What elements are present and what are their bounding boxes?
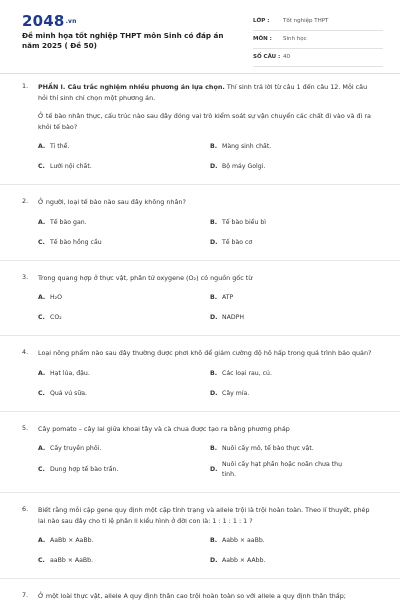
meta-key: MÔN : [253,36,272,42]
question-divider [0,260,400,261]
question-divider [0,492,400,493]
option-letter: D. [210,163,218,170]
option-letter: A. [38,143,46,150]
option-text: Ti thể. [50,143,70,150]
option-text: Cây mía. [222,389,250,397]
meta-row-class [253,16,383,31]
option-text: Aabb × aaBb. [222,537,265,544]
meta-key: LỚP : [253,18,270,24]
option-text: Cấy truyền phôi. [50,445,102,452]
question-number: 2. [22,197,29,205]
question-number: 6. [22,505,29,513]
option-text: Tế bào gan. [50,218,87,226]
option-text: NADPH [222,314,245,321]
option-text: Hạt lúa, đậu. [50,369,90,377]
option-letter: A. [38,445,46,452]
question-text: Ở một loài thực vật, allele A quy định thân cao trội hoàn toàn so với allele a quy định thân thấp; [38,592,346,600]
option-letter: D. [210,238,218,246]
option-letter: C. [38,466,45,473]
question-2 [0,197,400,261]
option-d[interactable] [210,162,378,172]
option-text: aaBb × AaBb. [50,557,94,564]
question-text: Cây pomato – cây lai giữa khoai tây và cà chua được tạo ra bằng phương pháp [38,424,290,433]
option-letter: C. [38,314,45,321]
question-text: Trong quang hợp ở thực vật, phân tử oxygene (O₂) có nguồn gốc từ [38,273,253,282]
option-text: Màng sinh chất. [222,143,272,150]
header-divider [0,73,400,74]
option-letter: B. [210,143,218,150]
document-meta [253,16,383,70]
answer-options [38,369,378,399]
option-text: H₂O [50,294,63,301]
option-b[interactable] [210,444,378,454]
option-letter: A. [38,369,46,377]
question-number: 4. [22,348,29,356]
option-d[interactable] [210,556,378,566]
meta-row-count [253,52,383,67]
option-b[interactable] [210,142,378,152]
section-heading: PHẦN I. Câu trắc nghiệm nhiều phương án lựa chọn. [38,83,225,91]
question-3 [0,273,400,337]
option-text: Bộ máy Golgi. [222,163,266,170]
option-letter: A. [38,537,46,544]
question-list [0,80,400,602]
option-d[interactable] [210,238,378,248]
option-text: CO₂ [50,314,62,321]
option-letter: D. [210,314,218,321]
option-letter: B. [210,445,218,452]
option-text: Các loại rau, củ. [222,369,272,377]
option-text: Tế bào biểu bì [222,218,267,226]
option-text: Dung hợp tế bào trần. [50,466,119,473]
option-b[interactable] [210,536,378,546]
answer-options [38,142,378,172]
meta-key: SỐ CÂU : [253,54,281,60]
option-a[interactable] [38,444,210,454]
option-text: Tế bào cơ [222,238,253,246]
question-number: 3. [22,272,29,281]
option-text: AaBb × AaBb. [50,537,94,544]
document-title: Đề minh họa tốt nghiệp THPT môn Sinh có đáp án năm 2025 ( Đề 50) [22,31,224,50]
option-letter: C. [38,557,45,564]
option-letter: C. [38,238,45,246]
option-c[interactable] [38,238,210,248]
question-text: Loại nông phẩm nào sau đây thường được phơi khô để giảm cường độ hô hấp trong quá trình bảo quản? [38,349,372,357]
question-text [38,82,372,103]
option-letter: B. [210,294,218,301]
question-6 [0,505,400,579]
option-text: Quả vú sữa. [50,389,88,397]
option-letter: D. [210,557,218,564]
option-text: Aabb × AAbb. [222,557,266,564]
question-divider [0,184,400,185]
question-divider [0,578,400,579]
document-header [0,0,400,66]
option-d[interactable] [210,389,378,399]
question-number: 7. [22,591,29,599]
option-text: Tế bào hồng cầu [50,238,102,246]
option-text: Nuôi cấy hạt phấn hoặc noãn chưa thụ tinh. [222,461,343,478]
option-a[interactable] [38,293,210,303]
option-letter: C. [38,389,45,397]
option-letter: B. [210,537,218,544]
question-5 [0,424,400,494]
logo-suffix: .vn [65,18,77,25]
question-number: 5. [22,423,29,432]
answer-options [38,218,378,248]
question-stem: Ở tế bào nhân thực, cấu trúc nào sau đây đóng vai trò kiểm soát sự vận chuyển các chất đi vào và đi ra khỏi tế bào? [38,112,371,131]
meta-row-subject [253,34,383,49]
question-number: 1. [22,82,29,90]
option-b[interactable] [210,293,378,303]
logo-text: 2048 [22,12,65,30]
question-divider [0,411,400,412]
answer-options [38,444,378,480]
question-text: Biết rằng mỗi cặp gene quy định một cặp tính trạng và allele trội là trội hoàn toàn. Theo lí thuyết, phép lai nào sau đây cho tỉ lệ phân li kiểu hình ở đời con là: 1 : 1 : 1 : 1 ? [38,506,370,525]
question-1 [0,82,400,185]
option-b[interactable] [210,369,378,379]
option-a[interactable] [38,218,210,228]
option-a[interactable] [38,536,210,546]
option-a[interactable] [38,369,210,379]
meta-value: 40 [283,54,290,60]
option-letter: D. [210,389,218,397]
option-c[interactable] [38,460,210,480]
option-text: Lưới nội chất. [50,163,92,170]
option-letter: D. [210,466,218,473]
option-b[interactable] [210,218,378,228]
site-logo[interactable] [22,12,77,30]
option-a[interactable] [38,142,210,152]
question-4 [0,348,400,412]
option-letter: B. [210,369,218,377]
option-letter: B. [210,218,218,226]
option-letter: C. [38,163,45,170]
option-d[interactable] [210,313,378,323]
answer-options [38,536,378,566]
option-c[interactable] [38,313,210,323]
section-instructions: Thí sinh trả lời từ câu 1 đến câu 12. Mỗi câu hỏi thí sinh chỉ chọn một phương án. [38,83,368,102]
option-letter: A. [38,218,46,226]
answer-options [38,293,378,323]
option-text: ATP [222,294,234,301]
meta-value: Sinh học [283,36,307,42]
option-d[interactable] [210,460,352,480]
question-text: Ở người, loại tế bào nào sau đây không nhân? [38,198,186,206]
option-c[interactable] [38,389,210,399]
option-text: Nuôi cấy mô, tế bào thực vật. [222,445,314,452]
option-letter: A. [38,294,46,301]
option-c[interactable] [38,556,210,566]
question-divider [0,335,400,336]
option-c[interactable] [38,162,210,172]
meta-value: Tốt nghiệp THPT [283,18,329,24]
